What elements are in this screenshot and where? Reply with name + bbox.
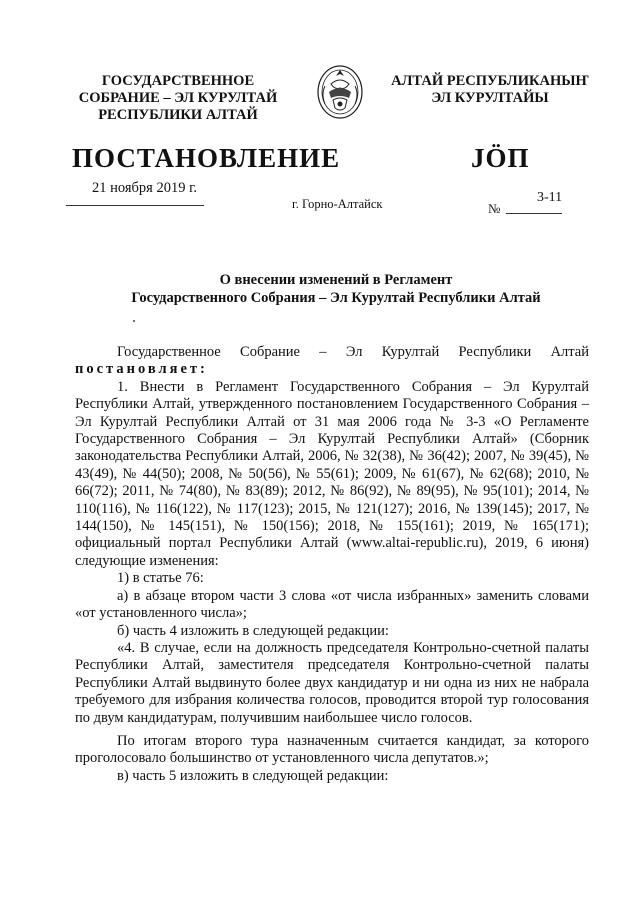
org-name-line: ГОСУДАРСТВЕННОЕ bbox=[101, 73, 255, 89]
document-heading bbox=[70, 271, 602, 307]
body-paragraph: «4. В случае, если на должность председателя Контрольно-счетной палаты Республики Алтай, заместителя председателя Контрольно-счетной палаты Республики Алтай выдвинуто более двух кандидатур и ни одна из них не набрала требуемого для избрания количества голосов, проводится второй тур голосования по двум кандидатурам, получившим наибольшее число голосов. bbox=[75, 639, 589, 726]
org-name-line: РЕСПУБЛИКИ АЛТАЙ bbox=[98, 107, 258, 123]
document-city: г. Горно-Алтайск bbox=[292, 197, 383, 211]
document-type-title-altai: JÖП bbox=[471, 143, 530, 173]
body-intro: Государственное Собрание – Эл Курултай Республики Алтай bbox=[117, 344, 589, 360]
body-paragraph: 1. Внести в Регламент Государственного Собрания – Эл Курултай Республики Алтай, утвержденного постановлением Государственного Собрания – Эл Курултай Республики Алтай от 31 мая 2006 года № 3-3 «О Регламенте Государственного Собрания – Эл Курултай Республики Алтай» (Сборник законодательства Республики Алтай, 2006, № 32(38), № 36(42); 2007, № 39(45), № 43(49), № 44(50); 2008, № 50(56), № 55(61); 2009, № 61(67), № 62(68); 2010, № 66(72); 2011, № 74(80), № 83(89); 2012, № 86(92), № 89(95), № 95(101); 2014, № 110(116), № 116(122), № 117(123); 2015, № 121(127); 2016, № 139(145); 2017, № 144(150), № 145(151), № 150(156); 2018, № 155(161); 2019, № 165(171); официальный портал Республики Алтай (www.altai-republic.ru), 2019, 6 июня) следующие изменения: bbox=[75, 378, 589, 569]
body-paragraph: в) часть 5 изложить в следующей редакции: bbox=[117, 767, 389, 784]
document-type-title: ПОСТАНОВЛЕНИЕ bbox=[72, 143, 341, 173]
number-underline bbox=[506, 213, 562, 214]
body-paragraph: 1) в статье 76: bbox=[117, 570, 204, 587]
heading-line: О внесении изменений в Регламент bbox=[219, 272, 453, 288]
org-name-line: АЛТАЙ РЕСПУБЛИКАНЫҤ bbox=[391, 73, 589, 89]
org-name-russian bbox=[68, 73, 288, 124]
stray-mark bbox=[133, 320, 135, 322]
body-paragraph: а) в абзаце втором части 3 слова «от числа избранных» заменить словами «от установленного числа»; bbox=[75, 587, 589, 622]
body-paragraph: б) часть 4 изложить в следующей редакции: bbox=[117, 622, 389, 639]
body-decree bbox=[75, 361, 589, 378]
document-body bbox=[75, 344, 589, 785]
org-name-line: ЭЛ КУРУЛТАЙЫ bbox=[431, 90, 549, 106]
heading-line: Государственного Собрания – Эл Курултай Республики Алтай bbox=[131, 290, 541, 306]
document-date: 21 ноября 2019 г. bbox=[92, 180, 198, 196]
decree-word: постановляет: bbox=[75, 361, 208, 378]
body-paragraph: По итогам второго тура назначенным считается кандидат, за которого проголосовало большинство от установленного числа депутатов.»; bbox=[75, 732, 589, 767]
org-name-altai bbox=[390, 73, 590, 107]
org-name-line: СОБРАНИЕ – ЭЛ КУРУЛТАЙ bbox=[78, 90, 278, 106]
date-underline bbox=[66, 205, 204, 206]
number-label: № bbox=[488, 201, 501, 216]
document-number: 3-11 bbox=[537, 190, 563, 205]
altai-coat-of-arms-icon bbox=[315, 62, 365, 120]
